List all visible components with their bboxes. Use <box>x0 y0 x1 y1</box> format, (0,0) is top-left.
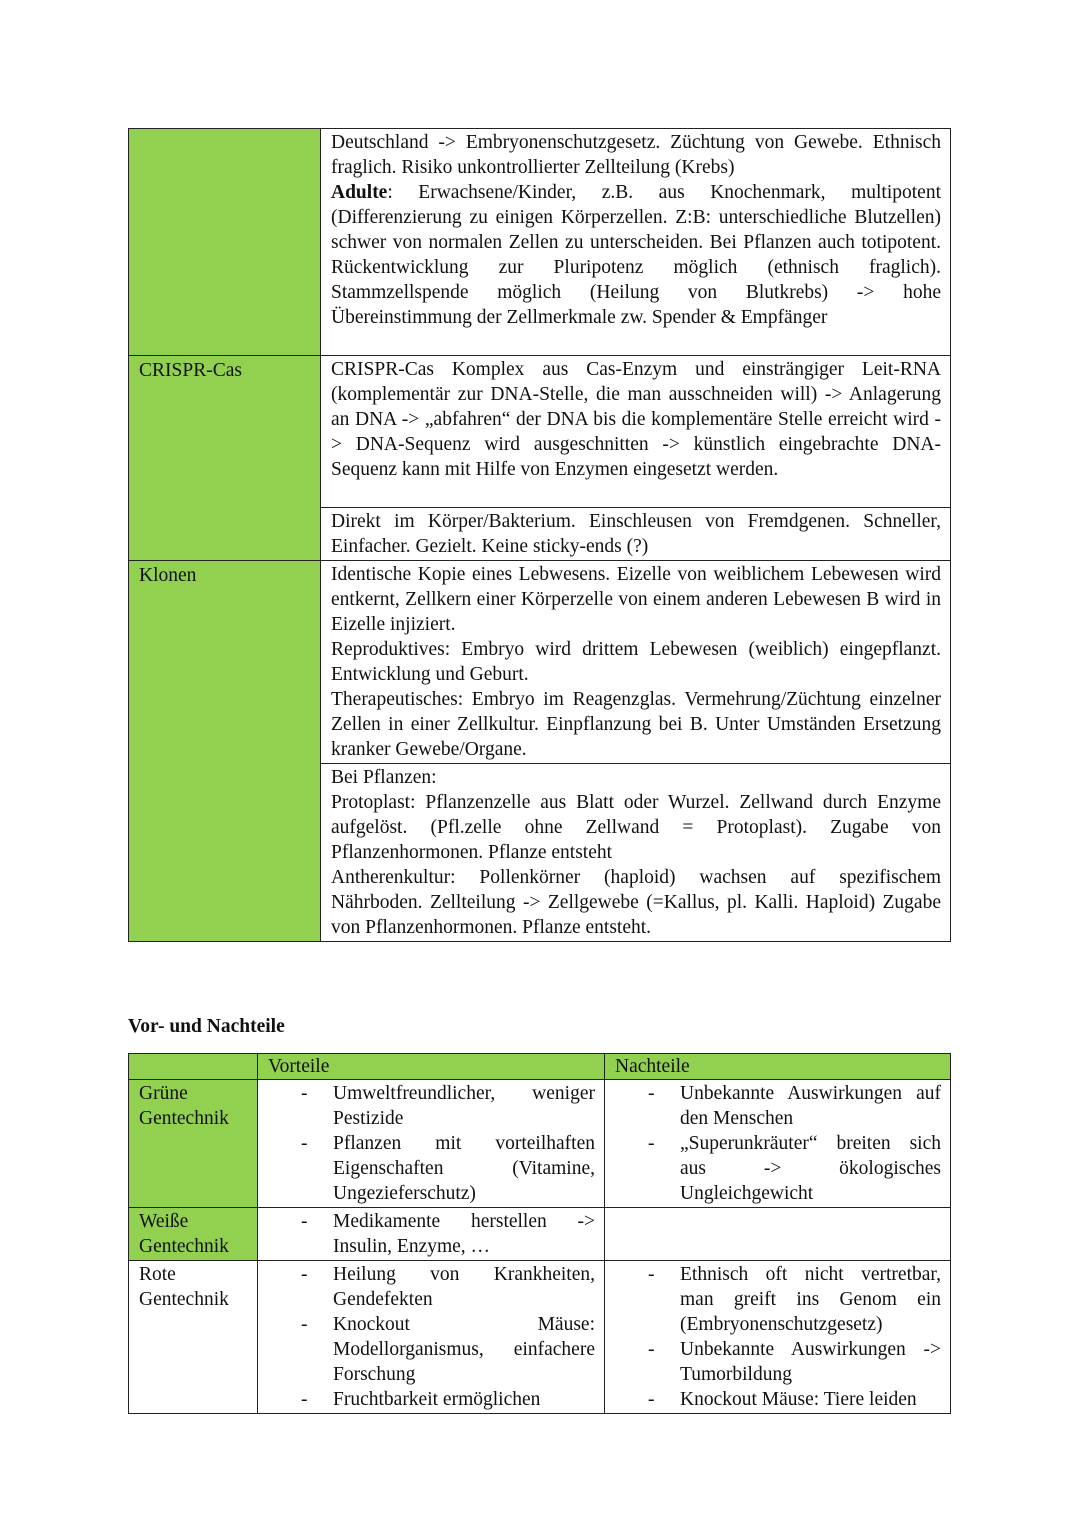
row-content <box>321 561 951 764</box>
header-cell <box>129 1054 258 1080</box>
text-block: Direkt im Körper/Bakterium. Einschleusen von Fremdgenen. Schneller, Einfacher. Gezielt. Keine sticky-ends (?) <box>331 511 941 557</box>
row-label: Klonen <box>129 561 321 942</box>
row-content <box>321 508 951 561</box>
pros-list <box>259 1209 603 1259</box>
cons-cell <box>605 1261 951 1414</box>
table-row <box>129 1208 951 1261</box>
row-label: CRISPR-Cas <box>129 356 321 561</box>
pros-cell <box>258 1208 605 1261</box>
row-label <box>129 129 321 356</box>
pros-list <box>259 1262 603 1412</box>
row-label: Rote Gentechnik <box>129 1261 258 1414</box>
row-label: Grüne Gentechnik <box>129 1080 258 1208</box>
table-row <box>129 1261 951 1414</box>
header-cell: Vorteile <box>258 1054 605 1080</box>
list-item: - Pflanzen mit vorteilhaften Eigenschaften (Vitamine, Ungezieferschutz) <box>259 1131 595 1206</box>
list-item: - „Superunkräuter“ breiten sich aus -> ökologisches Ungleichgewicht <box>606 1131 941 1206</box>
list-item: - Unbekannte Auswirkungen auf den Menschen <box>606 1081 941 1131</box>
methods-table <box>128 128 951 942</box>
row-content <box>321 356 951 508</box>
pros-list <box>259 1081 603 1206</box>
table-row <box>129 561 951 764</box>
list-item: - Knockout Mäuse: Tiere leiden <box>606 1387 941 1412</box>
text-block: Protoplast: Pflanzenzelle aus Blatt oder Wurzel. Zellwand durch Enzyme aufgelöst. (Pfl.zelle ohne Zellwand = Protoplast). Zugabe von Pflanzenhormonen. Pflanze entsteht <box>331 792 941 863</box>
text-block: Identische Kopie eines Lebwesens. Eizelle von weiblichem Lebewesen wird entkernt, Zellkern einer Körperzelle von einem anderen Lebewesen B wird in Eizelle injiziert. <box>331 564 941 635</box>
cons-list <box>606 1081 949 1206</box>
text-block <box>331 180 941 330</box>
text-block: Reproduktives: Embryo wird drittem Lebewesen (weiblich) eingepflanzt. Entwicklung und Geburt. <box>331 639 941 685</box>
list-item: - Unbekannte Auswirkungen -> Tumorbildung <box>606 1337 941 1387</box>
list-item: - Medikamente herstellen -> Insulin, Enzyme, … <box>259 1209 595 1259</box>
row-content <box>321 764 951 942</box>
pros-cell <box>258 1261 605 1414</box>
list-item: - Knockout Mäuse: Modellorganismus, einfachere Forschung <box>259 1312 595 1387</box>
list-item: - Fruchtbarkeit ermöglichen <box>259 1387 595 1412</box>
header-cell: Nachteile <box>605 1054 951 1080</box>
text-block: Deutschland -> Embryonenschutzgesetz. Züchtung von Gewebe. Ethnisch fraglich. Risiko unkontrollierter Zellteilung (Krebs) <box>331 132 941 178</box>
list-item: - Ethnisch oft nicht vertretbar, man greift ins Genom ein (Embryonenschutzgesetz) <box>606 1262 941 1337</box>
row-label: Weiße Gentechnik <box>129 1208 258 1261</box>
row-content <box>321 129 951 356</box>
pros-cell <box>258 1080 605 1208</box>
cons-cell <box>605 1208 951 1261</box>
pros-cons-table <box>128 1053 951 1414</box>
cons-cell <box>605 1080 951 1208</box>
table-row <box>129 1080 951 1208</box>
list-item: - Umweltfreundlicher, weniger Pestizide <box>259 1081 595 1131</box>
text-block: CRISPR-Cas Komplex aus Cas-Enzym und einsträngiger Leit-RNA (komplementär zur DNA-Stelle, die man ausschneiden will) -> Anlagerung an DNA -> „abfahren“ der DNA bis die komplementäre Stelle erreicht wird -> DNA-Sequenz wird ausgeschnitten -> künstlich eingebrachte DNA-Sequenz kann mit Hilfe von Enzymen eingesetzt werden. <box>331 359 941 480</box>
header-row <box>129 1054 951 1080</box>
text-block: Antherenkultur: Pollenkörner (haploid) wachsen auf spezifischem Nährboden. Zellteilung -> Zellgewebe (=Kallus, pl. Kalli. Haploid) Zugabe von Pflanzenhormonen. Pflanze entsteht. <box>331 867 941 938</box>
list-item: - Heilung von Krankheiten, Gendefekten <box>259 1262 595 1312</box>
section-heading: Vor- und Nachteile <box>128 1016 285 1037</box>
text-block: Therapeutisches: Embryo im Reagenzglas. Vermehrung/Züchtung einzelner Zellen in einer Zellkultur. Einpflanzung bei B. Unter Umständen Ersetzung kranker Gewebe/Organe. <box>331 689 941 760</box>
cons-list <box>606 1262 949 1412</box>
bold-term: Adulte <box>331 182 388 203</box>
table-row <box>129 356 951 508</box>
text-span: : Erwachsene/Kinder, z.B. aus Knochenmark, multipotent (Differenzierung zu einigen Körperzellen. Z:B: unterschiedliche Blutzellen) schwer von normalen Zellen zu unterscheiden. Bei Pflanzen auch totipotent. Rückentwicklung zur Pluripotenz möglich (ethnisch fraglich). Stammzellspende möglich (Heilung von Blutkrebs) -> hohe Übereinstimmung der Zellmerkmale zw. Spender & Empfänger <box>331 182 941 328</box>
text-block: Bei Pflanzen: <box>331 767 437 788</box>
table-row <box>129 129 951 356</box>
